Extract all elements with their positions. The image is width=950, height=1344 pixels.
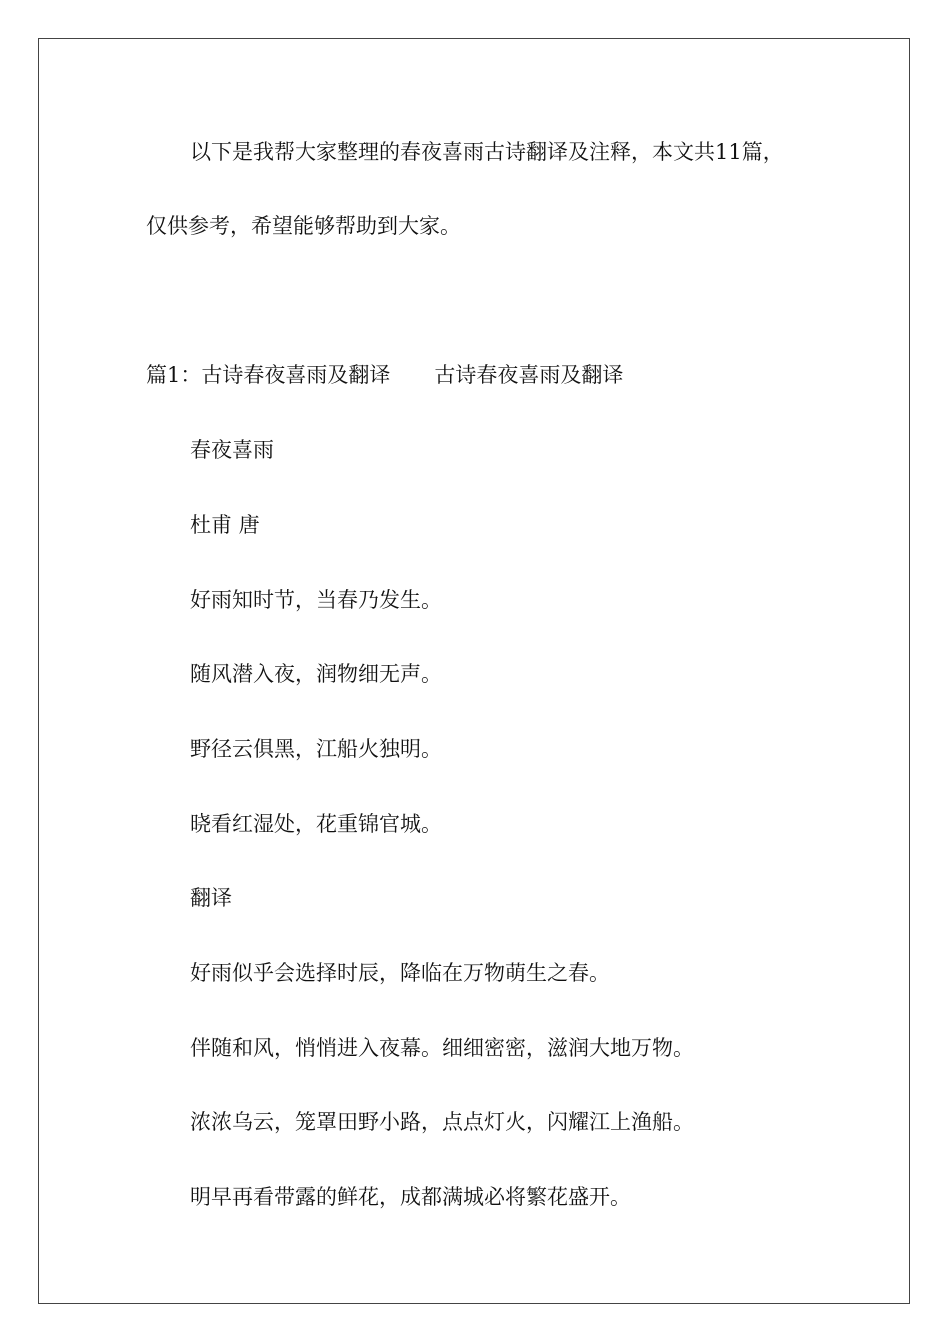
poem-line: 好雨知时节，当春乃发生。 <box>190 588 442 612</box>
poem-line: 随风潜入夜，润物细无声。 <box>190 662 442 686</box>
translation-line: 浓浓乌云，笼罩田野小路，点点灯火，闪耀江上渔船。 <box>190 1110 694 1134</box>
section-heading-right: 古诗春夜喜雨及翻译 <box>434 363 624 387</box>
poem-title: 春夜喜雨 <box>190 438 274 462</box>
translation-line: 好雨似乎会选择时辰，降临在万物萌生之春。 <box>190 961 610 985</box>
intro-line-2: 仅供参考，希望能够帮助到大家。 <box>146 214 461 238</box>
translation-line: 伴随和风，悄悄进入夜幕。细细密密，滋润大地万物。 <box>190 1036 694 1060</box>
poem-line: 野径云俱黑，江船火独明。 <box>190 737 442 761</box>
translation-label: 翻译 <box>190 886 232 910</box>
poem-line: 晓看红湿处，花重锦官城。 <box>190 812 442 836</box>
section-heading <box>146 362 623 388</box>
section-heading-left: 篇1：古诗春夜喜雨及翻译 <box>146 363 391 387</box>
poem-author: 杜甫 唐 <box>190 513 260 537</box>
intro-line-1: 以下是我帮大家整理的春夜喜雨古诗翻译及注释，本文共11篇， <box>190 140 784 164</box>
translation-line: 明早再看带露的鲜花，成都满城必将繁花盛开。 <box>190 1185 631 1209</box>
